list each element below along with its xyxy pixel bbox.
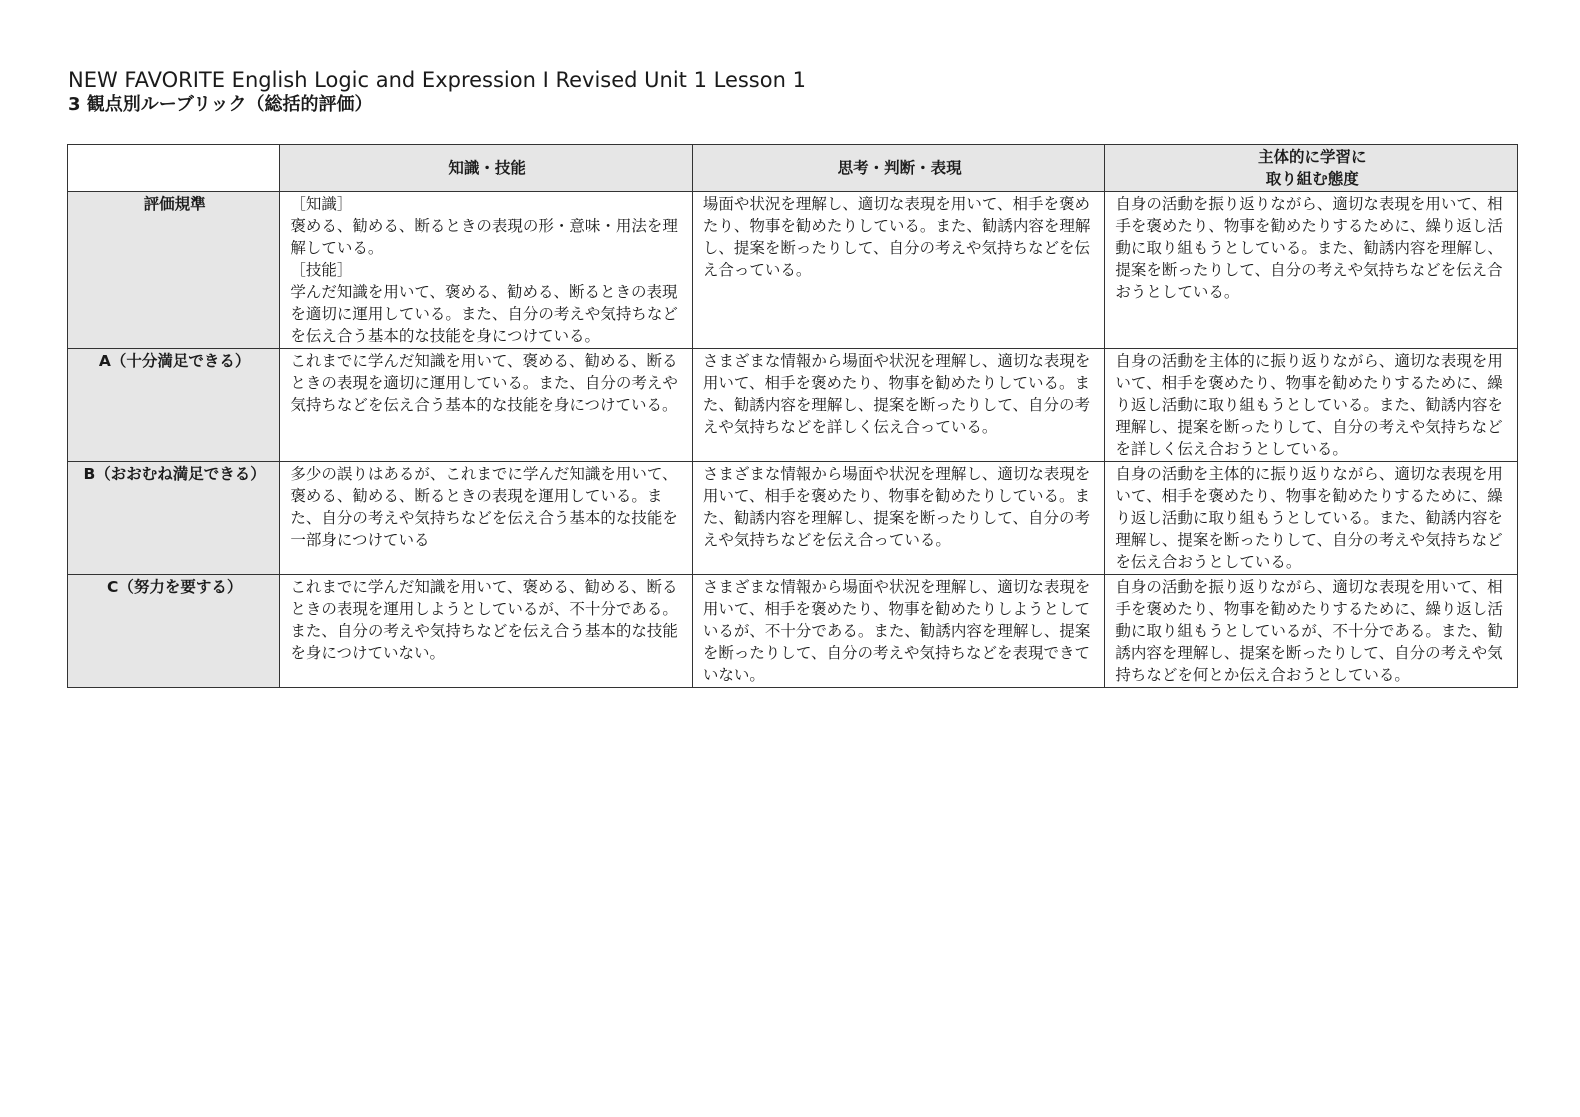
cell-level-c-attitude: 自身の活動を振り返りながら、適切な表現を用いて、相手を褒めたり、物事を勧めたりするために、繰り返し活動に取り組もうとしているが、不十分である。また、勧誘内容を理解し、提案を断ったりして、自分の考えや気持ちなどを何とか伝え合おうとしている。 — [1105, 575, 1518, 688]
row-label-level-a: A（十分満足できる） — [68, 349, 280, 462]
rubric-row-level-c — [68, 575, 1518, 688]
rubric-table — [67, 144, 1518, 688]
header-thinking-judgment-expression: 思考・判断・表現 — [692, 145, 1105, 192]
cell-level-c-thinking: さまざまな情報から場面や状況を理解し、適切な表現を用いて、相手を褒めたり、物事を勧めたりしようとしているが、不十分である。また、勧誘内容を理解し、提案を断ったりして、自分の考えや気持ちなどを表現できていない。 — [692, 575, 1105, 688]
header-proactive-attitude — [1105, 145, 1518, 192]
cell-criteria-thinking: 場面や状況を理解し、適切な表現を用いて、相手を褒めたり、物事を勧めたりしている。また、勧誘内容を理解し、提案を断ったりして、自分の考えや気持ちなどを伝え合っている。 — [692, 192, 1105, 349]
header-proactive-attitude-line2: 取り組む態度 — [1265, 170, 1359, 188]
cell-level-a-thinking: さまざまな情報から場面や状況を理解し、適切な表現を用いて、相手を褒めたり、物事を勧めたりしている。また、勧誘内容を理解し、提案を断ったりして、自分の考えや気持ちなどを詳しく伝え合っている。 — [692, 349, 1105, 462]
header-row — [68, 145, 1518, 192]
rubric-row-level-a — [68, 349, 1518, 462]
header-corner-cell — [68, 145, 280, 192]
header-knowledge-skills: 知識・技能 — [280, 145, 693, 192]
cell-level-c-knowledge: これまでに学んだ知識を用いて、褒める、勧める、断るときの表現を運用しようとしているが、不十分である。また、自分の考えや気持ちなどを伝え合う基本的な技能を身につけていない。 — [280, 575, 693, 688]
document-title: NEW FAVORITE English Logic and Expression I Revised Unit 1 Lesson 1 — [68, 68, 806, 92]
document-subtitle: 3 観点別ルーブリック（総括的評価） — [68, 94, 373, 115]
cell-criteria-knowledge: ［知識］ 褒める、勧める、断るときの表現の形・意味・用法を理解している。 ［技能］ 学んだ知識を用いて、褒める、勧める、断るときの表現を適切に運用している。また、自分の考えや気持ちなどを伝え合う基本的な技能を身につけている。 — [280, 192, 693, 349]
cell-criteria-attitude: 自身の活動を振り返りながら、適切な表現を用いて、相手を褒めたり、物事を勧めたりするために、繰り返し活動に取り組もうとしている。また、勧誘内容を理解し、提案を断ったりして、自分の考えや気持ちなどを伝え合おうとしている。 — [1105, 192, 1518, 349]
rubric-row-level-b — [68, 462, 1518, 575]
cell-level-b-knowledge: 多少の誤りはあるが、これまでに学んだ知識を用いて、褒める、勧める、断るときの表現を運用している。また、自分の考えや気持ちなどを伝え合う基本的な技能を一部身につけている — [280, 462, 693, 575]
cell-level-b-thinking: さまざまな情報から場面や状況を理解し、適切な表現を用いて、相手を褒めたり、物事を勧めたりしている。また、勧誘内容を理解し、提案を断ったりして、自分の考えや気持ちなどを伝え合っている。 — [692, 462, 1105, 575]
cell-level-a-knowledge: これまでに学んだ知識を用いて、褒める、勧める、断るときの表現を適切に運用している。また、自分の考えや気持ちなどを伝え合う基本的な技能を身につけている。 — [280, 349, 693, 462]
header-proactive-attitude-line1: 主体的に学習に — [1257, 148, 1367, 166]
row-label-level-c: C（努力を要する） — [68, 575, 280, 688]
row-label-criteria: 評価規準 — [68, 192, 280, 349]
cell-level-b-attitude: 自身の活動を主体的に振り返りながら、適切な表現を用いて、相手を褒めたり、物事を勧めたりするために、繰り返し活動に取り組もうとしている。また、勧誘内容を理解し、提案を断ったりして、自分の考えや気持ちなどを伝え合おうとしている。 — [1105, 462, 1518, 575]
row-label-level-b: B（おおむね満足できる） — [68, 462, 280, 575]
rubric-row-criteria — [68, 192, 1518, 349]
cell-level-a-attitude: 自身の活動を主体的に振り返りながら、適切な表現を用いて、相手を褒めたり、物事を勧めたりするために、繰り返し活動に取り組もうとしている。また、勧誘内容を理解し、提案を断ったりして、自分の考えや気持ちなどを詳しく伝え合おうとしている。 — [1105, 349, 1518, 462]
